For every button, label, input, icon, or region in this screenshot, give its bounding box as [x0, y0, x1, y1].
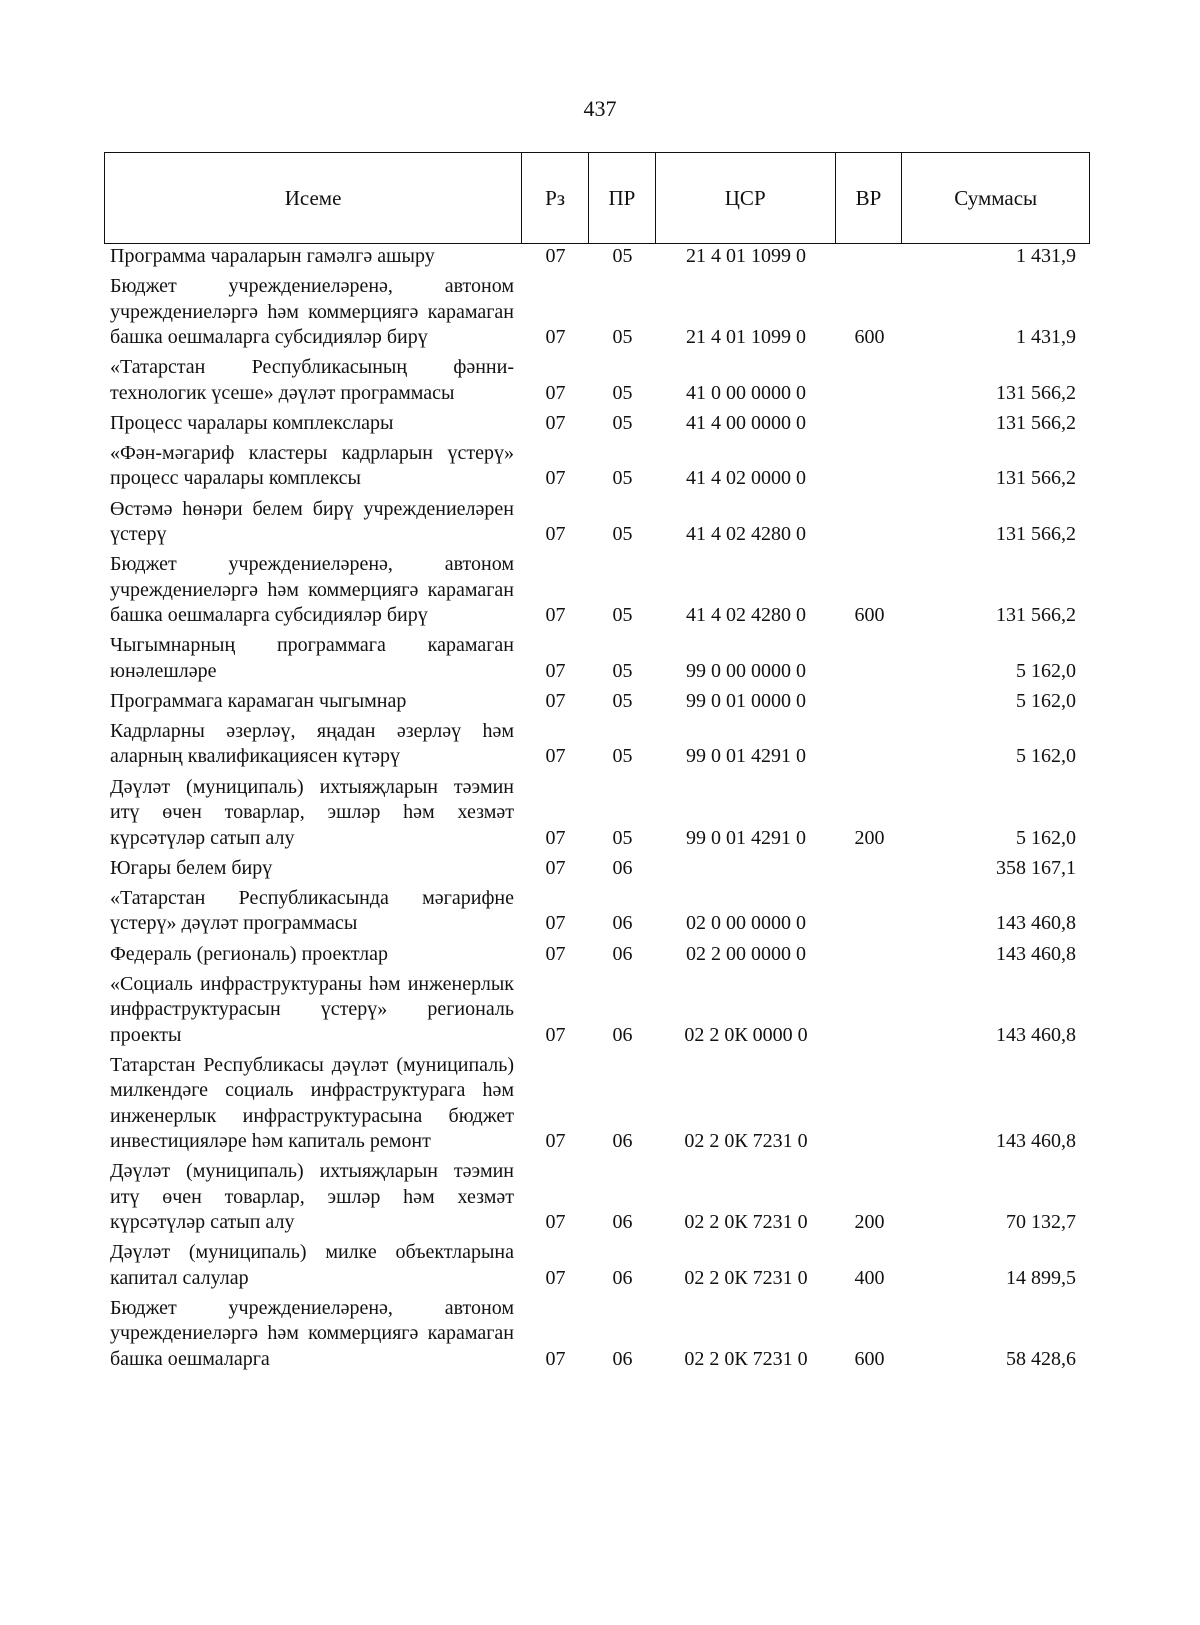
column-header-rz: Рз: [522, 153, 589, 243]
cell-sum: 5 162,0: [1016, 689, 1076, 712]
cell-name: «Татарстан Республикасында мәгарифне үстерү» дәүләт программасы: [110, 886, 514, 935]
table-row: [104, 441, 1090, 492]
cell-rz: 07: [545, 523, 566, 546]
cell-rz: 07: [545, 1129, 566, 1152]
cell-name: Югары белем бирү: [110, 856, 273, 879]
table-row: [104, 942, 1090, 967]
cell-rz: 07: [545, 689, 566, 712]
cell-pr: 06: [612, 1347, 633, 1370]
cell-sum: 1 431,9: [1016, 245, 1076, 267]
cell-csr: 02 2 0К 7231 0: [684, 1129, 808, 1152]
table-row: [104, 552, 1090, 628]
cell-rz: 07: [545, 856, 566, 879]
cell-pr: 05: [612, 381, 633, 404]
cell-pr: 06: [612, 1266, 633, 1289]
cell-sum: 143 460,8: [996, 912, 1076, 935]
table-row: [104, 775, 1090, 851]
cell-name: Бюджет учреждениеләренә, автоном учреждениеләргә һәм коммерциягә карамаган башка оешмаларга: [110, 1296, 514, 1370]
cell-csr: 02 2 00 0000 0: [686, 942, 806, 965]
cell-pr: 06: [612, 1129, 633, 1152]
table-row: [104, 856, 1090, 881]
cell-csr: 99 0 01 4291 0: [686, 745, 806, 768]
table-row: [104, 972, 1090, 1048]
cell-name: Дәүләт (муниципаль) ихтыяҗларын тәэмин итү өчен товарлар, эшләр һәм хезмәт күрсәтүләр сатып алу: [110, 1160, 514, 1233]
table-row: [104, 1053, 1090, 1155]
cell-pr: 06: [612, 912, 633, 935]
cell-sum: 5 162,0: [1016, 826, 1076, 849]
cell-csr: 21 4 01 1099 0: [686, 326, 806, 349]
cell-rz: 07: [545, 326, 566, 349]
cell-name: Чыгымнарның программага карамаган юнәлешләре: [110, 634, 514, 682]
cell-csr: 99 0 00 0000 0: [686, 659, 806, 682]
cell-pr: 05: [612, 689, 633, 712]
column-header-csr: ЦСР: [656, 153, 836, 243]
table-row: [104, 719, 1090, 770]
table-row: [104, 1240, 1090, 1291]
cell-sum: 143 460,8: [996, 1023, 1076, 1046]
table-header: [104, 152, 1090, 244]
cell-sum: 131 566,2: [996, 604, 1076, 627]
cell-pr: 05: [612, 467, 633, 490]
cell-name: Дәүләт (муниципаль) милке объектларына капитал салулар: [110, 1241, 514, 1289]
cell-name: «Фән-мәгариф кластеры кадрларын үстерү» процесс чаралары комплексы: [110, 442, 514, 490]
cell-pr: 06: [612, 1023, 633, 1046]
cell-pr: 05: [612, 659, 633, 682]
table-row: [104, 1159, 1090, 1235]
cell-csr: 02 0 00 0000 0: [686, 912, 806, 935]
page-number: 437: [583, 96, 617, 121]
table-row: [104, 274, 1090, 350]
cell-rz: 07: [545, 604, 566, 627]
cell-pr: 06: [612, 856, 633, 879]
cell-pr: 05: [612, 523, 633, 546]
cell-vr: 200: [854, 826, 885, 849]
cell-name: Федераль (региональ) проектлар: [110, 942, 388, 965]
budget-table-body: [104, 244, 1090, 1377]
table-row: [104, 633, 1090, 684]
cell-name: Программага карамаган чыгымнар: [110, 689, 407, 712]
cell-csr: 99 0 01 0000 0: [686, 689, 806, 712]
cell-csr: 41 4 02 0000 0: [686, 467, 806, 490]
cell-name: Программа чараларын гамәлгә ашыру: [110, 245, 435, 267]
cell-pr: 05: [612, 604, 633, 627]
column-header-name: Исеме: [105, 153, 522, 243]
cell-name: Процесс чаралары комплекслары: [110, 411, 394, 434]
cell-rz: 07: [545, 1023, 566, 1046]
cell-rz: 07: [545, 912, 566, 935]
table-row: [104, 244, 1090, 269]
cell-rz: 07: [545, 745, 566, 768]
cell-rz: 07: [545, 1347, 566, 1370]
cell-rz: 07: [545, 659, 566, 682]
cell-name: Дәүләт (муниципаль) ихтыяҗларын тәэмин итү өчен товарлар, эшләр һәм хезмәт күрсәтүләр сатып алу: [110, 775, 514, 849]
cell-csr: 02 2 0К 0000 0: [684, 1023, 808, 1046]
cell-vr: 600: [854, 1347, 885, 1370]
cell-sum: 5 162,0: [1016, 745, 1076, 768]
cell-rz: 07: [545, 381, 566, 404]
cell-csr: 02 2 0К 7231 0: [684, 1347, 808, 1370]
table-row: [104, 411, 1090, 436]
cell-csr: 02 2 0К 7231 0: [684, 1210, 808, 1233]
cell-pr: 06: [612, 942, 633, 965]
cell-csr: 41 4 00 0000 0: [686, 411, 806, 434]
cell-sum: 131 566,2: [996, 523, 1076, 546]
cell-name: Кадрларны әзерләү, яңадан әзерләү һәм аларның квалификациясен күтәрү: [110, 720, 514, 768]
table-row: [104, 689, 1090, 714]
table-row: [104, 497, 1090, 548]
cell-vr: 600: [854, 326, 885, 349]
cell-pr: 05: [612, 826, 633, 849]
cell-sum: 143 460,8: [996, 942, 1076, 965]
cell-rz: 07: [545, 1210, 566, 1233]
cell-rz: 07: [545, 1266, 566, 1289]
cell-vr: 400: [854, 1266, 885, 1289]
table-row: [104, 886, 1090, 937]
cell-sum: 14 899,5: [1006, 1266, 1076, 1289]
cell-rz: 07: [545, 411, 566, 434]
cell-sum: 5 162,0: [1016, 659, 1076, 682]
cell-sum: 358 167,1: [996, 856, 1076, 879]
cell-pr: 05: [612, 745, 633, 768]
cell-sum: 131 566,2: [996, 381, 1076, 404]
cell-csr: 41 0 00 0000 0: [686, 381, 806, 404]
cell-sum: 131 566,2: [996, 467, 1076, 490]
cell-csr: 02 2 0К 7231 0: [684, 1266, 808, 1289]
cell-pr: 05: [612, 411, 633, 434]
cell-csr: 41 4 02 4280 0: [686, 604, 806, 627]
cell-csr: 41 4 02 4280 0: [686, 523, 806, 546]
table-row: [104, 355, 1090, 406]
cell-csr: 99 0 01 4291 0: [686, 826, 806, 849]
cell-sum: 58 428,6: [1006, 1347, 1076, 1370]
cell-csr: 21 4 01 1099 0: [686, 245, 806, 267]
cell-pr: 05: [612, 326, 633, 349]
cell-sum: 1 431,9: [1016, 326, 1076, 349]
cell-sum: 143 460,8: [996, 1129, 1076, 1152]
cell-name: Татарстан Республикасы дәүләт (муниципаль) милкендәге социаль инфраструктурага һәм инженерлык инфраструктурасына бюджет инвестицияләре һәм капиталь ремонт: [110, 1053, 514, 1152]
column-header-sum: Суммасы: [954, 185, 1038, 210]
cell-name: Бюджет учреждениеләренә, автоном учреждениеләргә һәм коммерциягә карамаган башка оешмаларга субсидияләр бирү: [110, 275, 514, 349]
cell-sum: 131 566,2: [996, 411, 1076, 434]
cell-pr: 05: [612, 245, 633, 267]
cell-rz: 07: [545, 826, 566, 849]
column-header-pr: ПР: [589, 153, 656, 243]
cell-vr: 600: [854, 604, 885, 627]
cell-name: «Социаль инфраструктураны һәм инженерлык инфраструктурасын үстерү» региональ проекты: [110, 972, 514, 1046]
cell-name: «Татарстан Республикасының фәнни-технологик үсеше» дәүләт программасы: [110, 356, 514, 404]
cell-name: Өстәмә һөнәри белем бирү учреждениеләрен үстерү: [110, 497, 514, 546]
cell-rz: 07: [545, 245, 566, 267]
cell-vr: 200: [854, 1210, 885, 1233]
cell-sum: 70 132,7: [1006, 1210, 1076, 1233]
cell-name: Бюджет учреждениеләренә, автоном учреждениеләргә һәм коммерциягә карамаган башка оешмаларга субсидияләр бирү: [110, 553, 514, 627]
table-row: [104, 1296, 1090, 1372]
column-header-vr: ВР: [836, 153, 903, 243]
cell-pr: 06: [612, 1210, 633, 1233]
cell-rz: 07: [545, 467, 566, 490]
cell-rz: 07: [545, 942, 566, 965]
